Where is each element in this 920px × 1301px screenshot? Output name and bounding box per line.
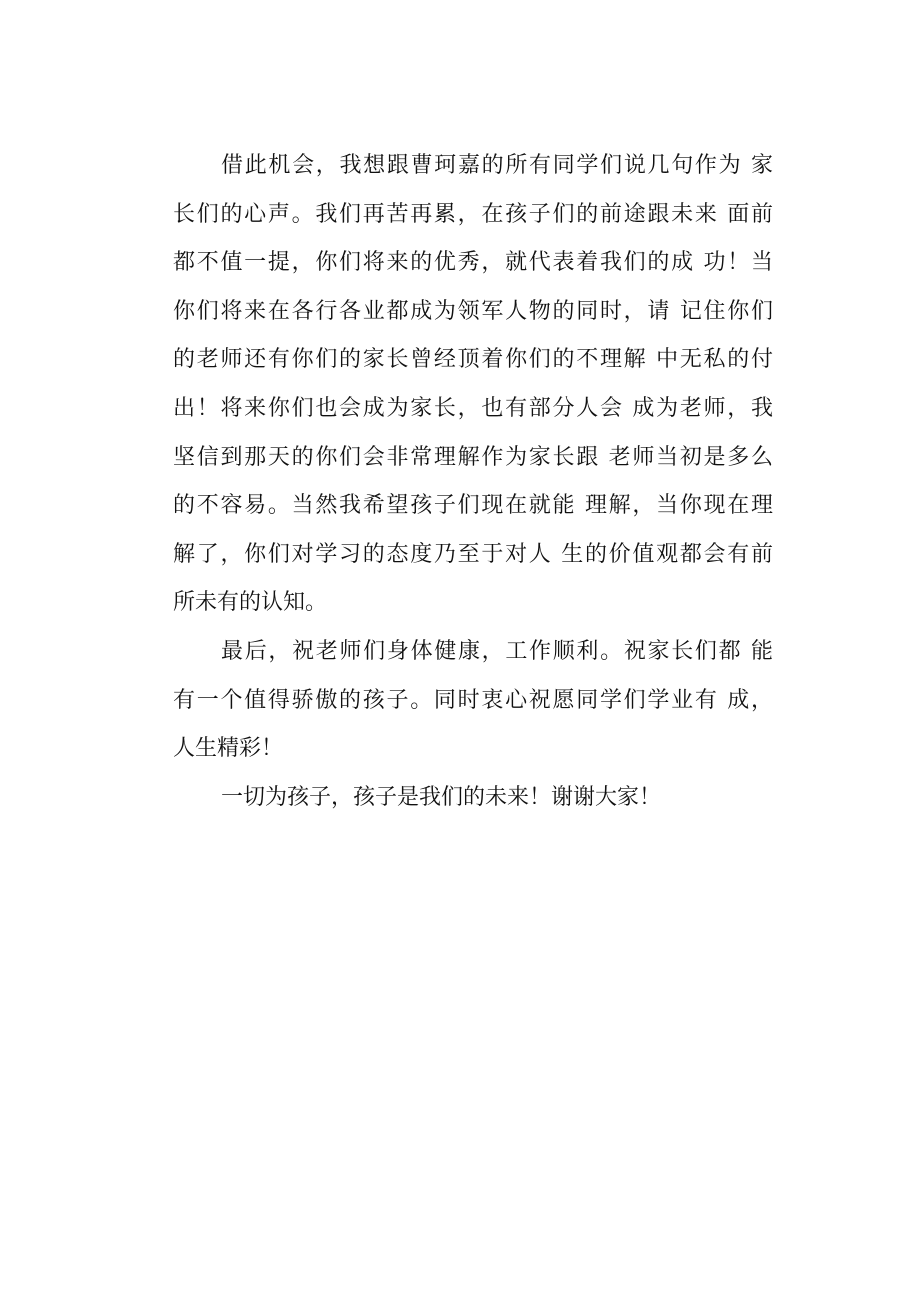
paragraph-line: 有一个值得骄傲的孩子。同时衷心祝愿同学们学业有 成，	[173, 687, 773, 713]
paragraph-line: 坚信到那天的你们会非常理解作为家长跟 老师当初是多么	[173, 444, 773, 470]
paragraph-3	[173, 774, 773, 823]
paragraph-line: 你们将来在各行各业都成为领军人物的同时，请 记住你们	[173, 298, 773, 324]
paragraph-line: 的老师还有你们的家长曾经顶着你们的不理解 中无私的付	[173, 347, 773, 373]
paragraph-line: 人生精彩！	[173, 736, 284, 762]
paragraph-2	[173, 628, 773, 774]
paragraph-line: 所未有的认知。	[173, 590, 328, 616]
paragraph-line: 长们的心声。我们再苦再累，在孩子们的前途跟未来 面前	[173, 201, 773, 227]
paragraph-line: 的不容易。当然我希望孩子们现在就能 理解，当你现在理	[173, 493, 773, 519]
paragraph-line: 都不值一提，你们将来的优秀，就代表着我们的成 功！当	[173, 250, 773, 276]
document-body	[173, 142, 773, 822]
paragraph-line: 出！将来你们也会成为家长，也有部分人会 成为老师，我	[173, 395, 773, 421]
paragraph-1	[173, 142, 773, 628]
paragraph-line: 一切为孩子，孩子是我们的未来！谢谢大家！	[221, 784, 662, 810]
paragraph-line: 最后，祝老师们身体健康，工作顺利。祝家长们都 能	[221, 638, 773, 664]
paragraph-line: 借此机会，我想跟曹珂嘉的所有同学们说几句作为 家	[221, 153, 773, 178]
paragraph-line: 解了，你们对学习的态度乃至于对人 生的价值观都会有前	[173, 541, 773, 567]
